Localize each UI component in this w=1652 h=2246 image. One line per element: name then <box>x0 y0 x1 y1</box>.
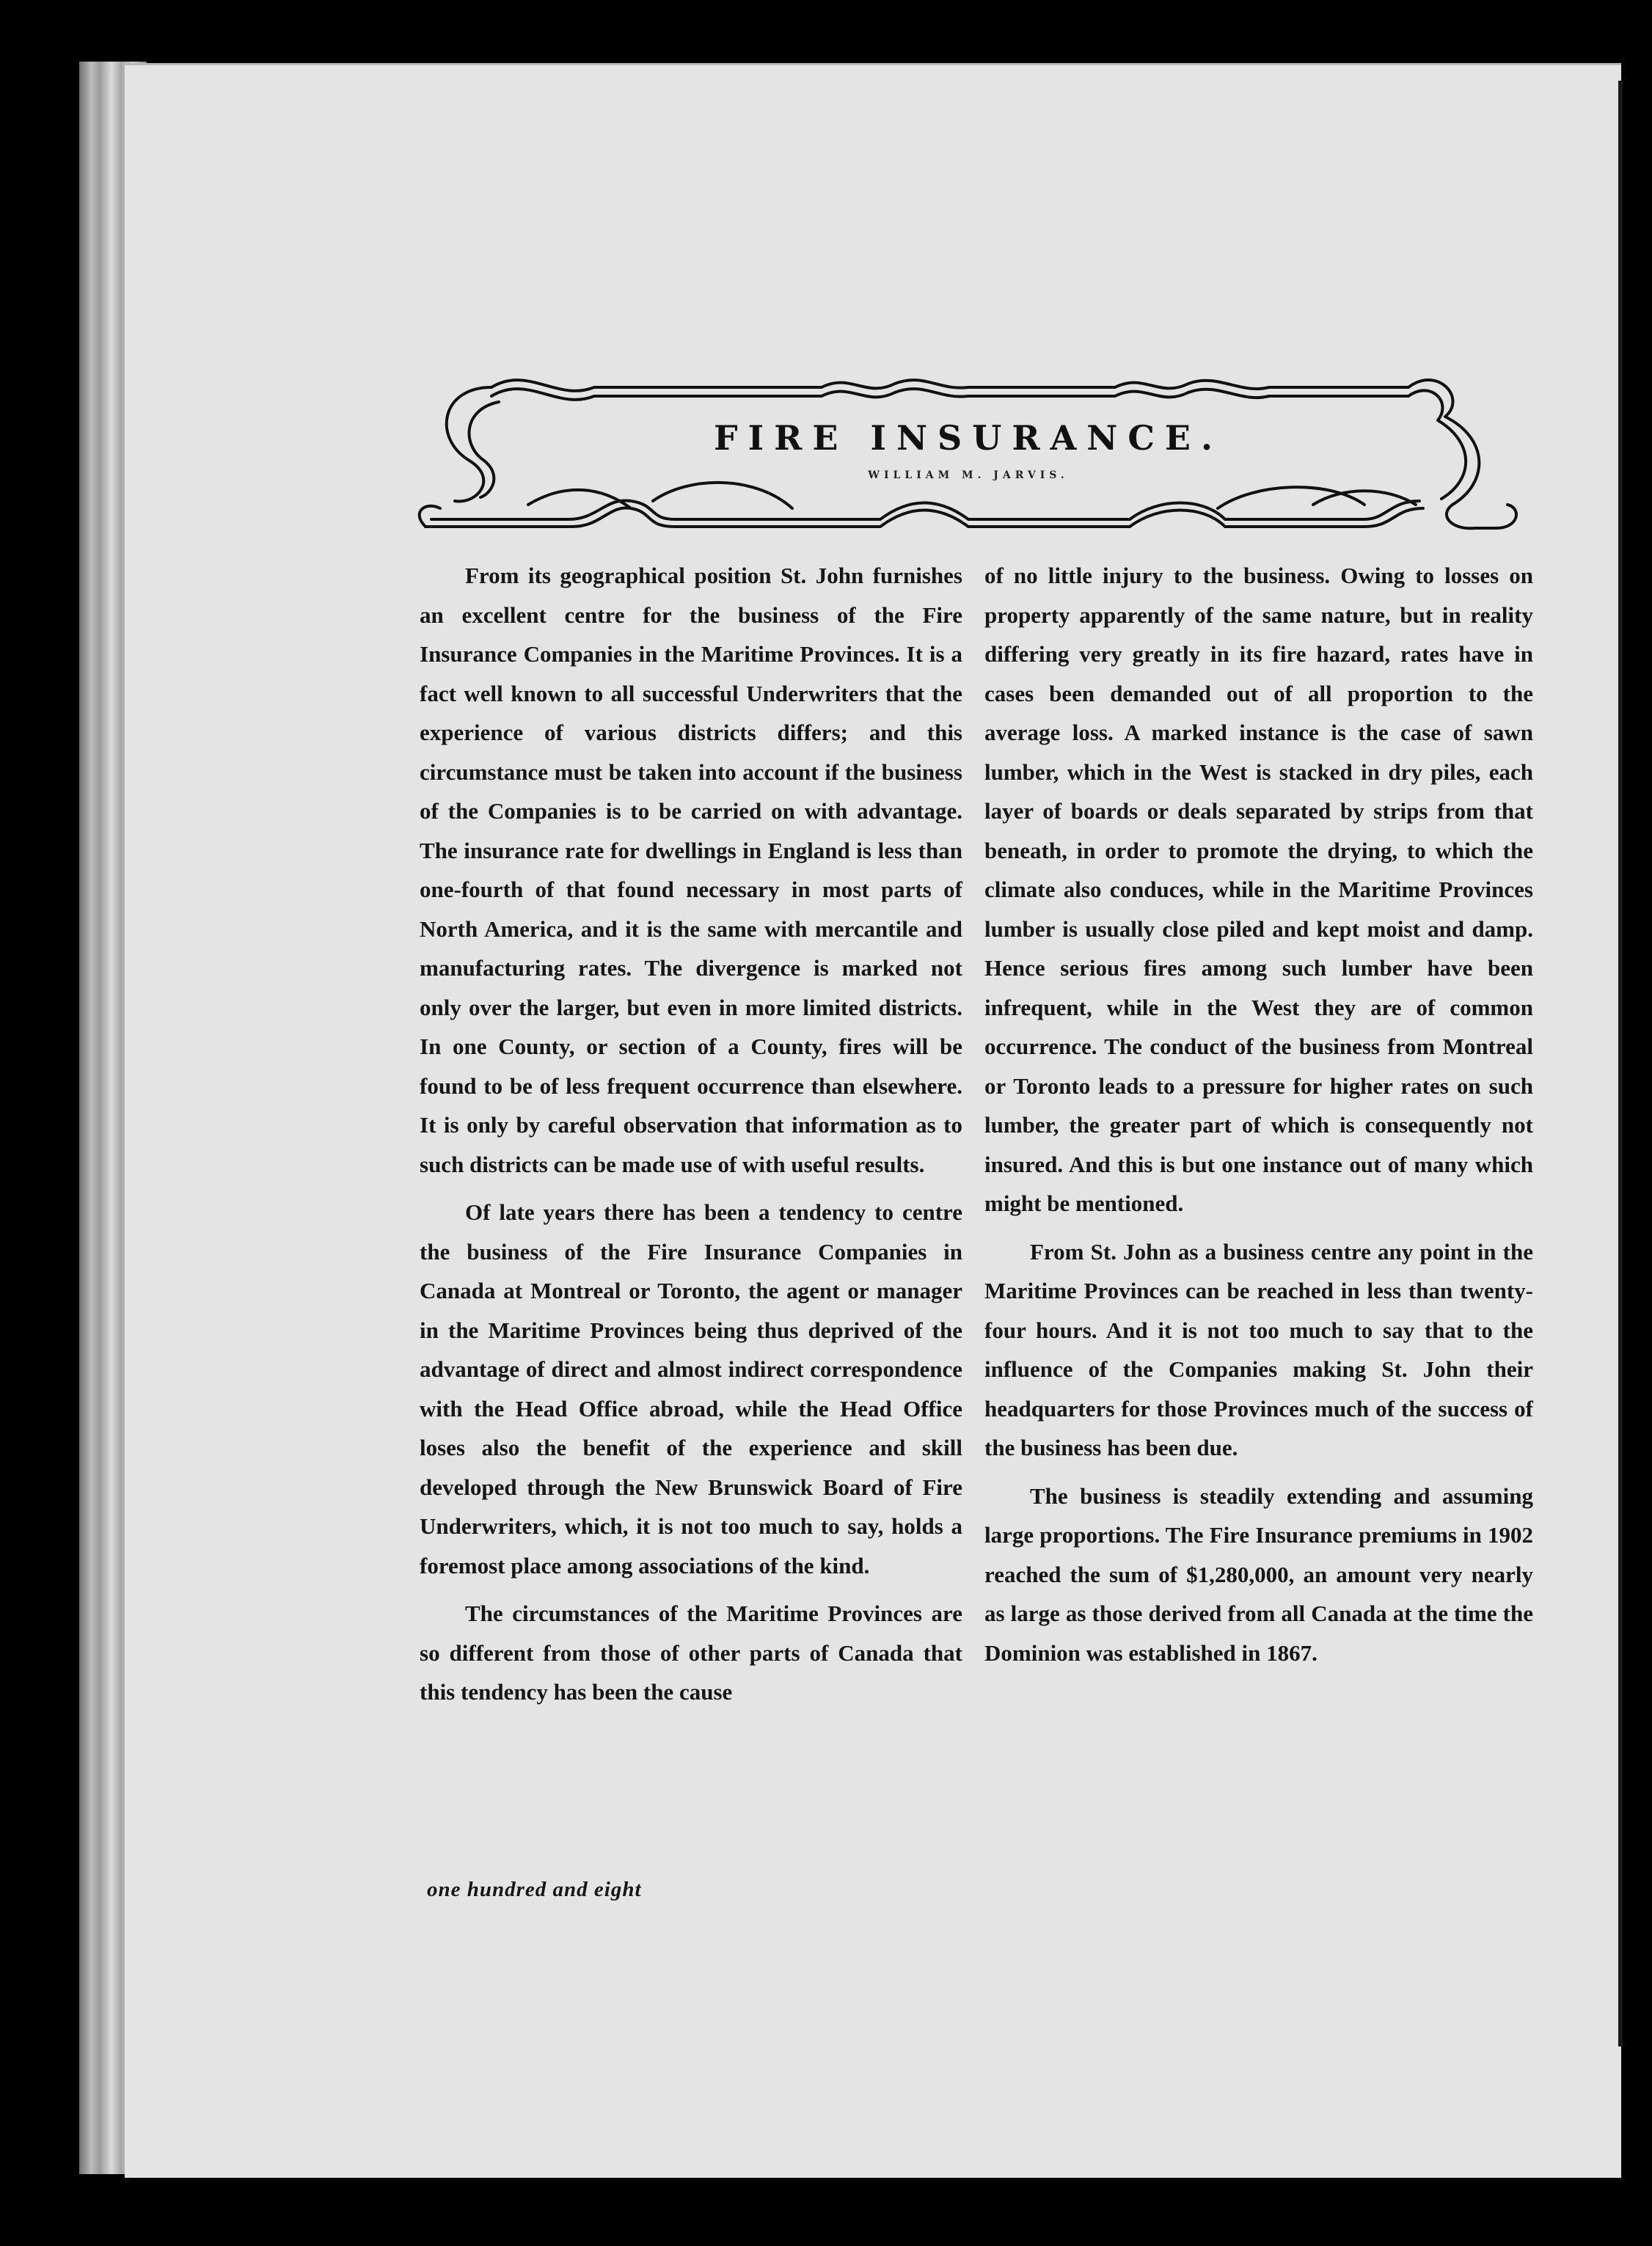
page-number-footer: one hundred and eight <box>427 1878 642 1901</box>
paragraph: From its geographical position St. John furnishes an excellent centre for the business of the Fire Insurance Companies in the Maritime Provinces. It is a fact well known to all successful Underwriters that the experience of various districts differs; and this circumstance must be taken into account if the business of the Companies is to be carried on with advantage. The insurance rate for dwellings in England is less than one-fourth of that found necessary in most parts of North America, and it is the same with mercantile and manufacturing rates. The divergence is marked not only over the larger, but even in more limited districts. In one County, or section of a County, fires will be found to be of less frequent occurrence than elsewhere. It is only by careful observation that information as to such districts can be made use of with useful results. <box>420 563 962 1177</box>
paragraph: The business is steadily extending and assuming large proportions. The Fire Insurance premiums in 1902 reached the sum of $1,280,000, an amount very nearly as large as those derived from all Canada at the time the Dominion was established in 1867. <box>984 1482 1533 1666</box>
article-title: FIRE INSURANCE. <box>713 418 1224 458</box>
left-text-column <box>420 556 962 1721</box>
paragraph: The circumstances of the Maritime Provinces are so different from those of other parts of Canada that this tendency has been the cause <box>420 1601 962 1705</box>
paragraph: From St. John as a business centre any point in the Maritime Provinces can be reached in less than twenty-four hours. And it is not too much to say that to the influence of the Companies making St. John their headquarters for those Provinces much of the success of the business has been due. <box>984 1238 1533 1460</box>
paragraph: Of late years there has been a tendency to centre the business of the Fire Insurance Companies in Canada at Montreal or Toronto, the agent or manager in the Maritime Provinces being thus deprived of the advantage of direct and almost indirect correspondence with the Head Office abroad, while the Head Office loses also the benefit of the experience and skill developed through the New Brunswick Board of Fire Underwriters, which, it is not too much to say, holds a foremost place among associations of the kind. <box>420 1199 962 1579</box>
author-byline: WILLIAM M. JARVIS. <box>868 469 1069 481</box>
page-right-edge <box>1618 81 1623 2046</box>
right-text-column <box>984 556 1533 1681</box>
paragraph: of no little injury to the business. Owing to losses on property apparently of the same nature, but in reality differing very greatly in its fire hazard, rates have in cases been demanded out of all proportion to the average loss. A marked instance is the case of sawn lumber, which in the West is stacked in dry piles, each layer of boards or deals separated by strips from that beneath, in order to promote the drying, to which the climate also conduces, while in the Maritime Provinces lumber is usually close piled and kept moist and damp. Hence serious fires among such lumber have been infrequent, while in the West they are of common occurrence. The conduct of the business from Montreal or Toronto leads to a pressure for higher rates on such lumber, the greater part of which is consequently not insured. And this is but one instance out of many which might be mentioned. <box>984 563 1533 1216</box>
